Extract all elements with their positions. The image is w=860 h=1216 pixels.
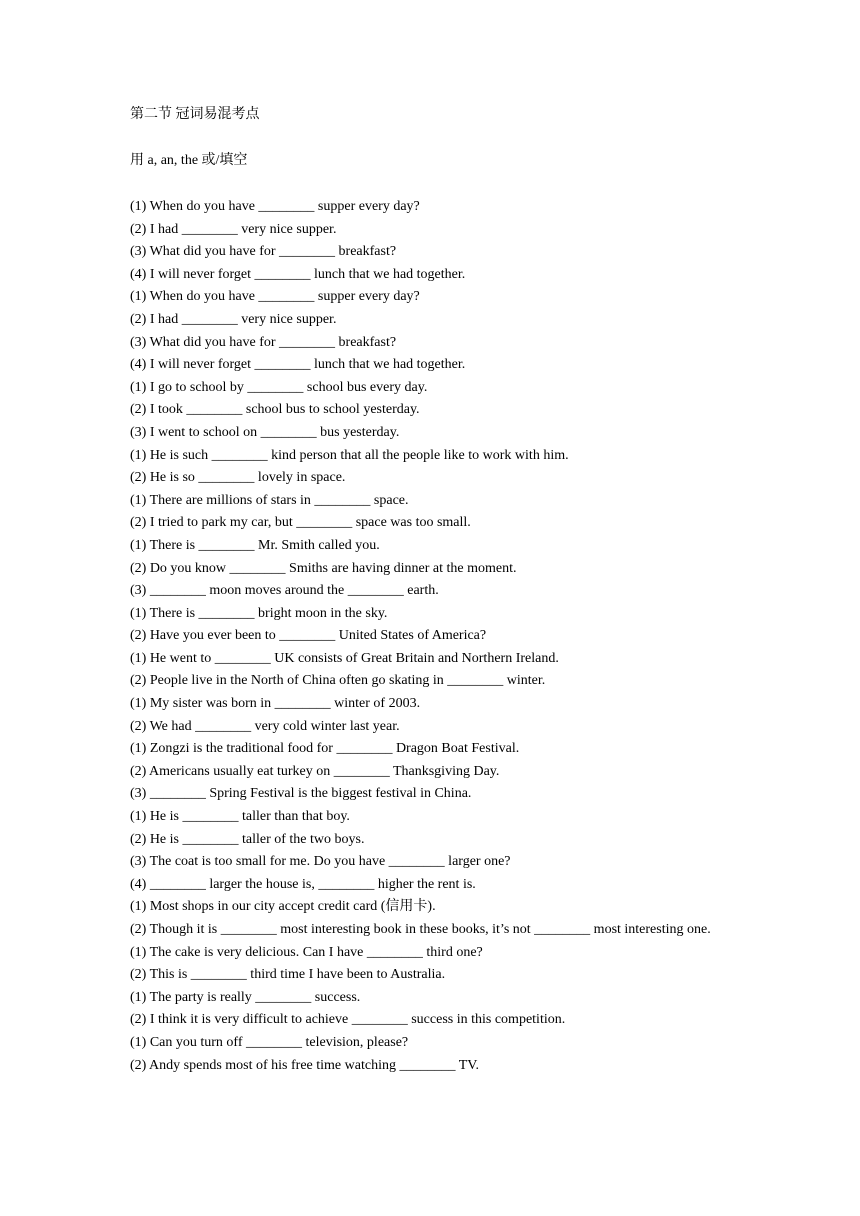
question-line: (3) I went to school on ________ bus yesterday. xyxy=(130,424,400,440)
question-line: (2) Andy spends most of his free time watching ________ TV. xyxy=(130,1057,480,1073)
question-line: (1) He is such ________ kind person that all the people like to work with him. xyxy=(130,447,569,463)
question-line: (1) My sister was born in ________ winter of 2003. xyxy=(130,696,421,712)
question-line: (1) When do you have ________ supper every day? xyxy=(130,199,420,214)
question-line: (2) Americans usually eat turkey on ________ Thanksgiving Day. xyxy=(130,763,500,779)
question-line: (2) Have you ever been to ________ United States of America? xyxy=(130,628,487,644)
question-line: (1) Can you turn off ________ television, please? xyxy=(130,1034,409,1050)
question-line: (1) He went to ________ UK consists of Great Britain and Northern Ireland. xyxy=(130,650,559,666)
question-line: (1) I go to school by ________ school bus every day. xyxy=(130,379,428,395)
question-line: (2) People live in the North of China often go skating in ________ winter. xyxy=(130,673,546,689)
question-line: (1) Zongzi is the traditional food for ________ Dragon Boat Festival. xyxy=(130,741,520,757)
question-line: (1) There is ________ Mr. Smith called you. xyxy=(130,537,380,553)
question-line: (3) ________ Spring Festival is the biggest festival in China. xyxy=(130,786,472,802)
question-line: (2) Do you know ________ Smiths are having dinner at the moment. xyxy=(130,560,517,576)
question-list xyxy=(130,196,740,1077)
instruction-text: 用 a, an, the 或/填空 xyxy=(130,153,248,168)
question-line: (2) I think it is very difficult to achieve ________ success in this competition. xyxy=(130,1012,566,1028)
question-line: (3) What did you have for ________ breakfast? xyxy=(130,334,397,350)
question-line: (2) We had ________ very cold winter last year. xyxy=(130,718,400,734)
document-page xyxy=(130,104,740,1077)
question-line: (1) The cake is very delicious. Can I have ________ third one? xyxy=(130,944,483,960)
question-line: (2) I took ________ school bus to school yesterday. xyxy=(130,402,420,418)
question-line: (4) ________ larger the house is, ________ higher the rent is. xyxy=(130,876,476,892)
question-line: (2) Though it is ________ most interesting book in these books, it’s not ________ most interesting one. xyxy=(130,922,711,937)
question-line: (3) The coat is too small for me. Do you have ________ larger one? xyxy=(130,854,511,870)
question-line: (3) What did you have for ________ breakfast? xyxy=(130,244,397,260)
question-line: (2) He is so ________ lovely in space. xyxy=(130,470,346,486)
question-line: (2) He is ________ taller of the two boys. xyxy=(130,831,365,847)
question-line: (1) The party is really ________ success. xyxy=(130,989,361,1005)
question-line: (1) When do you have ________ supper every day? xyxy=(130,289,420,305)
question-line: (4) I will never forget ________ lunch that we had together. xyxy=(130,357,466,373)
question-line: (2) This is ________ third time I have been to Australia. xyxy=(130,967,446,983)
question-line: (1) There is ________ bright moon in the sky. xyxy=(130,605,388,621)
question-line: (2) I had ________ very nice supper. xyxy=(130,311,337,327)
question-line: (1) He is ________ taller than that boy. xyxy=(130,809,350,825)
question-line: (2) I tried to park my car, but ________ space was too small. xyxy=(130,515,471,531)
section-title: 第二节 冠词易混考点 xyxy=(130,107,260,122)
question-line: (4) I will never forget ________ lunch that we had together. xyxy=(130,266,466,282)
question-line: (1) Most shops in our city accept credit card (信用卡). xyxy=(130,899,436,915)
question-line: (2) I had ________ very nice supper. xyxy=(130,221,337,237)
question-line: (1) There are millions of stars in ________ space. xyxy=(130,492,409,508)
question-line: (3) ________ moon moves around the ________ earth. xyxy=(130,583,439,599)
